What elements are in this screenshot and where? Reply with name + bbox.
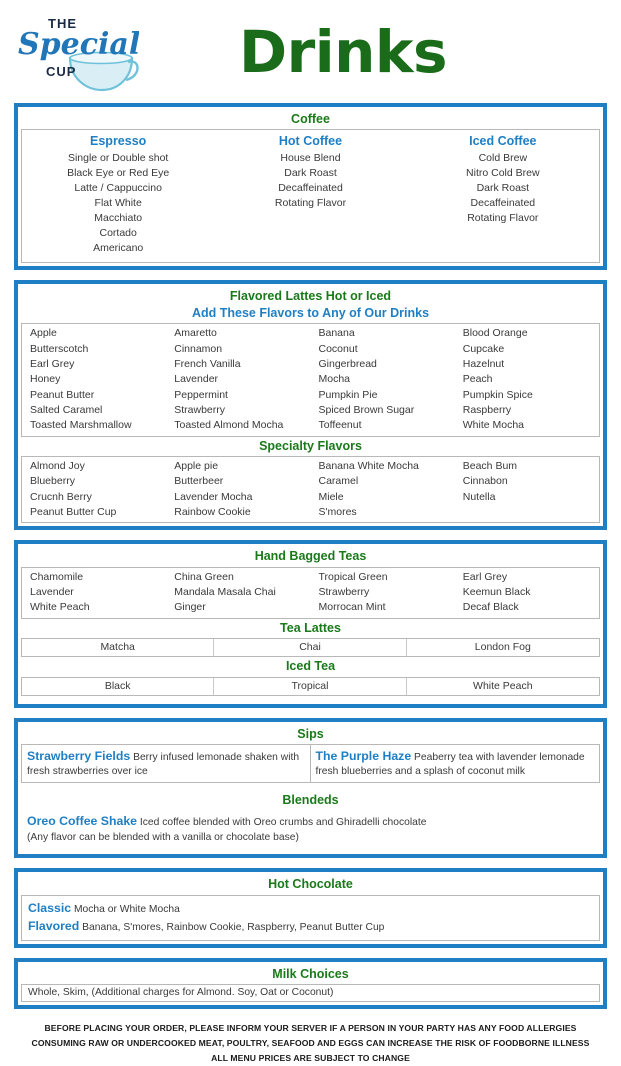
- list-item: Decaffeinated: [278, 182, 343, 195]
- section-title-sips: Sips: [297, 726, 324, 741]
- sips-item-strawberry-fields: [22, 745, 311, 782]
- brand-logo: [14, 6, 139, 98]
- hot-chocolate-row: [28, 917, 593, 935]
- section-title-hot-chocolate: Hot Chocolate: [268, 877, 353, 892]
- list-item: Toasted Marshmallow: [30, 419, 132, 432]
- sips-item-purple-haze: [311, 745, 600, 782]
- list-item: White Peach: [30, 601, 90, 614]
- table-cell: Black: [22, 678, 214, 695]
- drink-name: Oreo Coffee Shake: [27, 814, 138, 829]
- list-item: Macchiato: [94, 212, 143, 224]
- section-flavored-lattes: [14, 280, 607, 531]
- list-item: Lavender: [174, 373, 219, 386]
- list-item: Caramel: [318, 475, 359, 488]
- footer-disclaimer: [0, 1021, 621, 1066]
- list-item: Strawberry: [174, 404, 226, 417]
- list-item: Pumpkin Spice: [462, 388, 533, 401]
- footer-line-2: CONSUMING RAW OR UNDERCOOKED MEAT, POULTRY, SEAFOOD AND EGGS CAN INCREASE THE RISK OF FOODBORNE ILLNESS: [31, 1037, 590, 1048]
- svg-text:CUP: CUP: [46, 63, 77, 79]
- section-title-iced-tea: Iced Tea: [285, 659, 336, 674]
- list-item: Crucnh Berry: [30, 490, 92, 503]
- list-item: Butterbeer: [174, 475, 224, 488]
- section-title-blendeds: Blendeds: [282, 793, 339, 808]
- list-item: Blueberry: [30, 475, 75, 488]
- section-title-specialty-flavors: Specialty Flavors: [259, 438, 362, 453]
- drink-description: Mocha or White Mocha: [73, 903, 180, 915]
- list-item: Toasted Almond Mocha: [174, 419, 284, 432]
- list-item: Almond Joy: [30, 460, 85, 473]
- list-item: Nutella: [462, 490, 496, 503]
- list-item: Earl Grey: [30, 358, 75, 371]
- footer-line-3: ALL MENU PRICES ARE SUBJECT TO CHANGE: [211, 1053, 410, 1063]
- list-item: Ginger: [174, 601, 206, 614]
- section-milk-choices: [14, 958, 607, 1009]
- list-item: Mandala Masala Chai: [174, 586, 276, 599]
- list-item: S'mores: [318, 506, 357, 519]
- list-item: Salted Caramel: [30, 404, 103, 417]
- list-item: Latte / Cappuccino: [74, 182, 162, 195]
- tea-column: [455, 570, 599, 616]
- page-title: Drinks: [238, 17, 447, 86]
- section-title-coffee: Coffee: [291, 112, 330, 126]
- table-cell: London Fog: [474, 641, 531, 654]
- list-item: Cortado: [99, 226, 137, 239]
- section-title-flavored-lattes: Flavored Lattes Hot or Iced: [229, 288, 392, 303]
- list-item: Amaretto: [174, 327, 217, 340]
- coffee-heading-espresso: Espresso: [90, 134, 147, 149]
- list-item: Decaf Black: [462, 601, 519, 614]
- specialty-flavor-column: [166, 459, 310, 520]
- list-item: Apple pie: [174, 460, 219, 473]
- table-cell: Chai: [214, 639, 406, 656]
- specialty-flavor-column: [311, 459, 455, 520]
- flavor-column: [311, 326, 455, 433]
- list-item: Lavender: [30, 586, 74, 599]
- list-item: Banana White Mocha: [318, 460, 419, 473]
- list-item: Morrocan Mint: [318, 601, 386, 614]
- page-header: [0, 0, 621, 103]
- list-item: Butterscotch: [30, 342, 89, 355]
- tea-column: [166, 570, 310, 616]
- list-item: Honey: [30, 373, 61, 386]
- list-item: Gingerbread: [318, 358, 377, 371]
- drink-name: The Purple Haze: [315, 748, 412, 763]
- flavor-column: [166, 326, 310, 433]
- specialty-flavor-column: [455, 459, 599, 520]
- tea-column: [22, 570, 166, 616]
- tea-grid: [22, 568, 599, 618]
- drink-description: Berry infused lemonade shaken with fresh strawberries over ice: [27, 751, 300, 777]
- list-item: Rotating Flavor: [467, 212, 539, 224]
- table-cell: Tropical: [214, 678, 406, 695]
- list-item: Rainbow Cookie: [174, 506, 251, 519]
- sips-row: [21, 744, 600, 783]
- coffee-cup-icon: [14, 6, 139, 98]
- list-item: Decaffeinated: [470, 197, 536, 210]
- list-item: Beach Bum: [462, 460, 518, 473]
- coffee-column-iced-coffee: [407, 134, 599, 255]
- list-item: Flat White: [94, 197, 142, 210]
- iced-tea-row: [21, 677, 600, 696]
- table-cell: White Peach: [473, 679, 533, 692]
- section-teas: [14, 540, 607, 707]
- list-item: Cinnamon: [174, 342, 223, 355]
- hot-chocolate-row: [28, 899, 593, 917]
- list-item: Peppermint: [174, 388, 228, 401]
- list-item: Mocha: [318, 373, 351, 386]
- list-item: Banana: [318, 327, 355, 340]
- list-item: Lavender Mocha: [174, 490, 253, 503]
- blendeds-note: (Any flavor can be blended with a vanilla or chocolate base): [27, 832, 299, 844]
- coffee-columns: [22, 130, 599, 261]
- list-item: Cupcake: [462, 342, 505, 355]
- list-item: Miele: [318, 490, 344, 503]
- blendeds-body: [21, 810, 600, 851]
- section-subtitle-add-flavors: Add These Flavors to Any of Our Drinks: [191, 306, 430, 321]
- list-item: Rotating Flavor: [274, 197, 347, 210]
- list-item: Strawberry: [318, 586, 370, 599]
- list-item: Cold Brew: [478, 152, 528, 165]
- coffee-heading-hot-coffee: Hot Coffee: [278, 134, 343, 149]
- list-item: Tropical Green: [318, 570, 388, 583]
- drink-description: Banana, S'mores, Rainbow Cookie, Raspberry, Peanut Butter Cup: [82, 922, 385, 934]
- list-item: Spiced Brown Sugar: [318, 404, 415, 417]
- list-item: Peach: [462, 373, 493, 386]
- list-item: Nitro Cold Brew: [466, 167, 540, 180]
- list-item: Raspberry: [462, 404, 512, 417]
- flavor-grid: [22, 324, 599, 435]
- list-item: Dark Roast: [476, 182, 530, 195]
- section-hot-chocolate: [14, 868, 607, 947]
- list-item: Keemun Black: [462, 586, 531, 599]
- list-item: House Blend: [280, 152, 341, 165]
- drink-name: Strawberry Fields: [27, 748, 131, 763]
- list-item: Apple: [30, 327, 57, 340]
- milk-options: Whole, Skim, (Additional charges for Almond. Soy, Oat or Coconut): [21, 984, 600, 1002]
- svg-text:Special: Special: [18, 26, 139, 62]
- blendeds-main-line: [27, 813, 594, 831]
- coffee-column-espresso: [22, 134, 214, 255]
- drink-name: Classic: [28, 900, 72, 915]
- list-item: Hazelnut: [462, 358, 505, 371]
- list-item: China Green: [174, 570, 234, 583]
- list-item: French Vanilla: [174, 358, 241, 371]
- table-cell: Matcha: [22, 639, 214, 656]
- list-item: Peanut Butter Cup: [30, 506, 117, 519]
- hot-chocolate-body: [22, 896, 599, 940]
- list-item: Single or Double shot: [67, 152, 169, 165]
- footer-line-1: BEFORE PLACING YOUR ORDER, PLEASE INFORM YOUR SERVER IF A PERSON IN YOUR PARTY HAS ANY FOOD ALLERGIES: [44, 1022, 577, 1033]
- tea-column: [311, 570, 455, 616]
- section-sips: [14, 718, 607, 859]
- coffee-heading-iced-coffee: Iced Coffee: [469, 134, 537, 149]
- drink-description: Iced coffee blended with Oreo crumbs and Ghiradelli chocolate: [139, 817, 427, 829]
- tea-lattes-row: [21, 638, 600, 657]
- drink-name: Flavored: [28, 919, 80, 934]
- drink-description: Peaberry tea with lavender lemonade fresh blueberries and a splash of coconut milk: [315, 751, 585, 777]
- svg-text:THE: THE: [48, 15, 77, 31]
- section-title-milk-choices: Milk Choices: [272, 966, 349, 981]
- list-item: Black Eye or Red Eye: [67, 167, 170, 180]
- list-item: Toffeenut: [318, 419, 362, 432]
- section-title-hand-bagged-teas: Hand Bagged Teas: [254, 549, 367, 564]
- section-title-tea-lattes: Tea Lattes: [280, 620, 341, 635]
- specialty-flavor-grid: [22, 457, 599, 522]
- list-item: Earl Grey: [462, 570, 508, 583]
- coffee-column-hot-coffee: [214, 134, 406, 255]
- section-coffee: [14, 103, 607, 270]
- list-item: Americano: [93, 241, 144, 254]
- list-item: Dark Roast: [284, 167, 337, 180]
- list-item: Pumpkin Pie: [318, 388, 378, 401]
- specialty-flavor-column: [22, 459, 166, 520]
- list-item: Chamomile: [30, 570, 84, 583]
- flavor-column: [22, 326, 166, 433]
- flavor-column: [455, 326, 599, 433]
- list-item: Peanut Butter: [30, 388, 95, 401]
- list-item: White Mocha: [462, 419, 525, 432]
- list-item: Cinnabon: [462, 475, 508, 488]
- list-item: Blood Orange: [462, 327, 528, 340]
- list-item: Coconut: [318, 342, 358, 355]
